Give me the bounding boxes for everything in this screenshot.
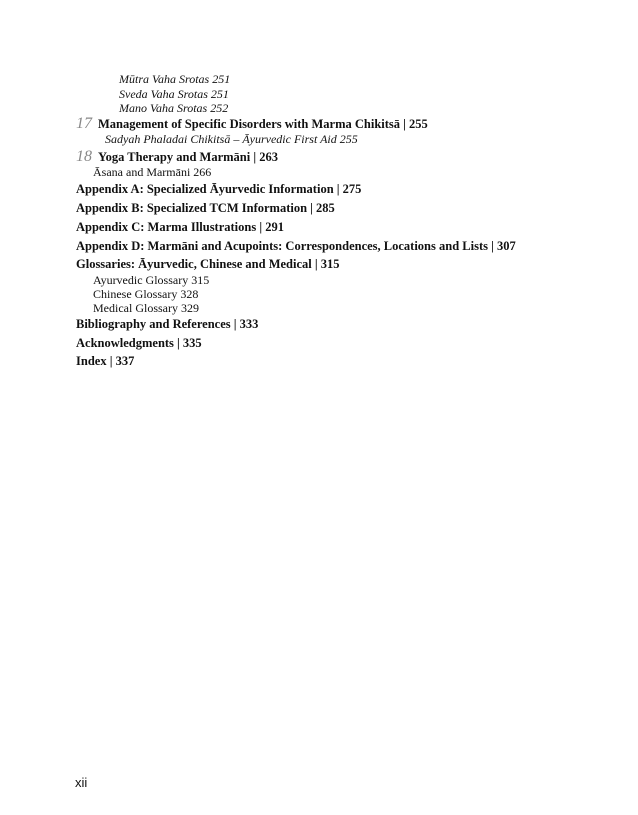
toc-entry-asana-and-marmani: Āsana and Marmāni 266: [93, 165, 212, 179]
toc-entry-sadyah-phaladai: Sadyah Phaladai Chikitsā – Āyurvedic First Aid 255: [105, 132, 358, 146]
chapter-title: Yoga Therapy and Marmāni | 263: [98, 150, 278, 164]
toc-entry-mano-vaha-srotas: Mano Vaha Srotas 252: [119, 101, 229, 115]
chapter-title: Management of Specific Disorders with Marma Chikitsā | 255: [98, 117, 428, 131]
toc-index: Index | 337: [76, 354, 135, 368]
toc-bibliography: Bibliography and References | 333: [76, 317, 259, 331]
toc-entry-mutra-vaha-srotas: Mūtra Vaha Srotas 251: [119, 72, 231, 86]
toc-chapter-18: [76, 149, 278, 165]
toc-entry-ayurvedic-glossary: Ayurvedic Glossary 315: [93, 273, 210, 287]
toc-acknowledgments: Acknowledgments | 335: [76, 336, 202, 350]
chapter-number: 18: [76, 148, 92, 165]
chapter-number: 17: [76, 115, 92, 132]
toc-entry-chinese-glossary: Chinese Glossary 328: [93, 287, 199, 301]
toc-appendix-d: Appendix D: Marmāni and Acupoints: Correspondences, Locations and Lists | 307: [76, 239, 516, 253]
toc-glossaries: Glossaries: Āyurvedic, Chinese and Medical | 315: [76, 257, 340, 271]
toc-entry-medical-glossary: Medical Glossary 329: [93, 301, 199, 315]
toc-appendix-b: Appendix B: Specialized TCM Information | 285: [76, 201, 335, 215]
toc-chapter-17: [76, 116, 428, 132]
toc-appendix-c: Appendix C: Marma Illustrations | 291: [76, 220, 284, 234]
page-number: xii: [75, 775, 88, 790]
toc-appendix-a: Appendix A: Specialized Āyurvedic Information | 275: [76, 182, 362, 196]
toc-entry-sveda-vaha-srotas: Sveda Vaha Srotas 251: [119, 87, 229, 101]
